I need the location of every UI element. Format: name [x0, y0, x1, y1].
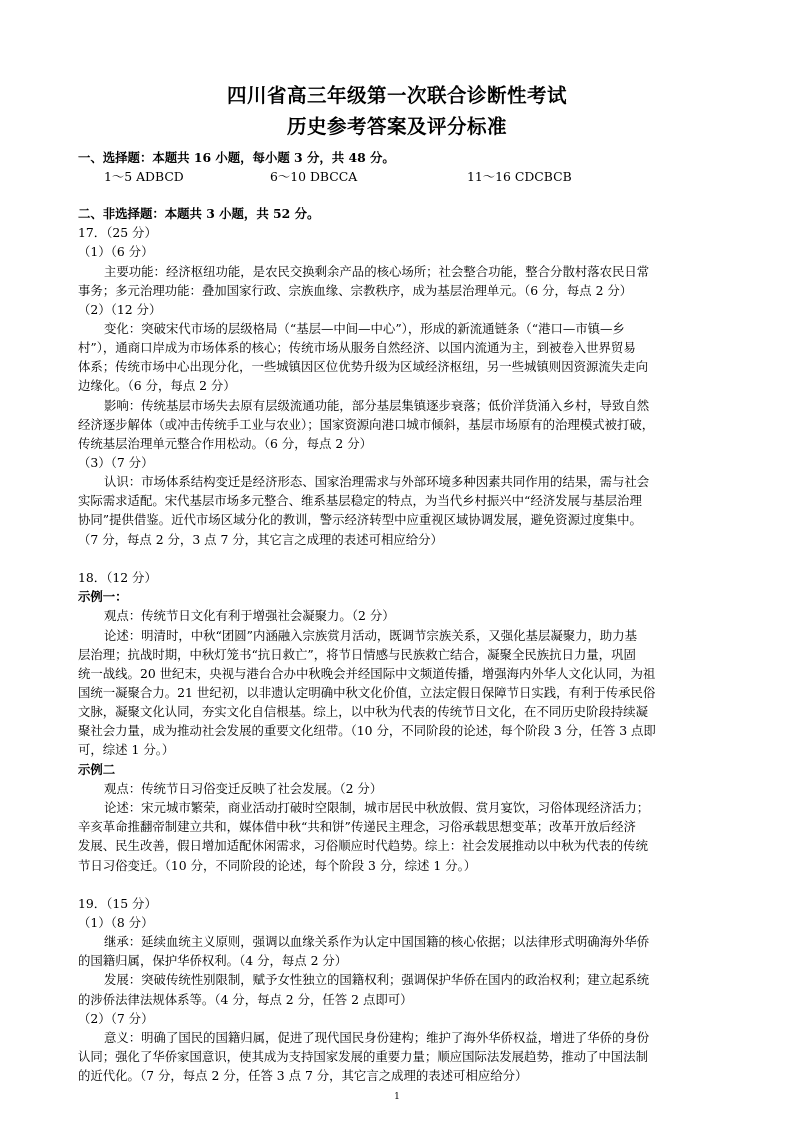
document-subtitle: 历史参考答案及评分标准 [286, 115, 507, 138]
mc-answers-6-10: 6～10 DBCCA [270, 169, 358, 184]
q17-part2-heading: （2）（12 分） [78, 302, 162, 317]
mc-answers-11-16: 11～16 CDCBCB [467, 169, 572, 184]
q17-heading: 17．（25 分） [78, 225, 157, 240]
paragraph-line: 边缘化。（6 分，每点 2 分） [78, 378, 236, 393]
paragraph-line: 协同”提供借鉴。近代市场区域分化的教训，警示经济转型中应重视区域协调发展，避免资源过度集中。 [78, 512, 642, 527]
paragraph-line: 观点：传统节日习俗变迁反映了社会发展。（2 分） [104, 781, 383, 796]
paragraph-line: 论述：宋元城市繁荣，商业活动打破时空限制，城市居民中秋放假、赏月宴饮，习俗体现经济活力； [104, 800, 650, 815]
paragraph-line: 认识：市场体系结构变迁是经济形态、国家治理需求与外部环境多种因素共同作用的结果，需与社会 [104, 474, 650, 489]
q17-part1-heading: （1）（6 分） [78, 244, 154, 259]
paragraph-line: 体系；传统市场中心出现分化，一些城镇因区位优势升级为区域经济枢纽，另一些城镇则因资源流失走向 [78, 359, 648, 374]
mc-answers-1-5: 1～5 ADBCD [104, 169, 184, 184]
section2-heading: 二、非选择题：本题共 3 小题，共 52 分。 [78, 206, 320, 221]
document-title: 四川省高三年级第一次联合诊断性考试 [226, 84, 567, 107]
paragraph-line: 变化：突破宋代市场的层级格局（“基层—中间—中心”），形成的新流通链条（“港口—市镇—乡 [104, 321, 625, 336]
paragraph-line: 文脉，凝聚文化认同，夯实文化自信根基。综上，以中秋为代表的传统节日文化，在不同历史阶段持续凝 [78, 704, 648, 719]
paragraph-line: 层治理；抗战时期，中秋灯笼书“抗日救亡”，将节日情感与民族救亡结合，凝聚全民族抗日力量，巩固 [78, 647, 636, 662]
paragraph-line: 发展、民生改善，假日增加适配休闲需求，习俗顺应时代趋势。综上：社会发展推动以中秋为代表的传统 [78, 838, 648, 853]
paragraph-line: 节日习俗变迁。（10 分，不同阶段的论述，每个阶段 3 分，综述 1 分。） [78, 858, 477, 873]
paragraph-line: 可，综述 1 分。） [78, 742, 175, 757]
paragraph-line: 辛亥革命推翻帝制建立共和，媒体借中秋“共和饼”传递民主理念，习俗承载思想变革；改革开放后经济 [78, 819, 636, 834]
paragraph-line: 继承：延续血统主义原则，强调以血缘关系作为认定中国国籍的核心依据；以法律形式明确海外华侨 [104, 934, 650, 949]
paragraph-line: 国统一凝聚合力。21 世纪初，以非遗认定明确中秋文化价值，立法定假日保障节日实践，有利于传承民俗 [78, 685, 656, 700]
paragraph-line: 影响：传统基层市场失去原有层级流通功能，部分基层集镇逐步衰落；低价洋货涌入乡村，导致自然 [104, 398, 650, 413]
section1-heading: 一、选择题：本题共 16 小题，每小题 3 分，共 48 分。 [78, 150, 395, 165]
paragraph-line: 实际需求适配。宋代基层市场多元整合、维系基层稳定的特点，为当代乡村振兴中“经济发展与基层治理 [78, 493, 642, 508]
q19-heading: 19．（15 分） [78, 896, 157, 911]
paragraph-line: 传统基层治理单元整合作用松动。（6 分，每点 2 分） [78, 436, 372, 451]
q18-heading: 18．（12 分） [78, 570, 157, 585]
paragraph-line: 的涉侨法律法规体系等。（4 分，每点 2 分，任答 2 点即可） [78, 992, 413, 1007]
paragraph-line: 的近代化。（7 分，每点 2 分，任答 3 点 7 分，其它言之成理的表述可相应给分） [78, 1068, 528, 1083]
q19-part1-heading: （1）（8 分） [78, 915, 154, 930]
paragraph-line: 经济逐步解体（或冲击传统手工业与农业）；国家资源向港口城市倾斜，基层市场原有的治理模式被打破， [78, 417, 655, 432]
page-number: 1 [394, 1092, 400, 1102]
paragraph-line: 事务；多元治理功能：叠加国家行政、宗族血缘、宗教秩序，成为基层治理单元。（6 分，每点 2 分） [78, 283, 633, 298]
paragraph-line: 聚社会力量，成为推动社会发展的重要文化纽带。（10 分，不同阶段的论述，每个阶段 3 分，任答 3 点即 [78, 723, 656, 738]
paragraph-line: 的国籍归属，保护华侨权利。（4 分，每点 2 分） [78, 953, 348, 968]
q18-example2-heading: 示例二 [78, 762, 116, 777]
paragraph-line: 村”），通商口岸成为市场体系的核心；传统市场从服务自然经济、以国内流通为主，到被卷入世界贸易 [78, 340, 636, 355]
paragraph-line: 观点：传统节日文化有利于增强社会凝聚力。（2 分） [104, 608, 395, 623]
q18-example1-heading: 示例一： [78, 589, 128, 604]
paragraph-line: 统一战线。20 世纪末，央视与港台合办中秋晚会并经国际中文频道传播，增强海内外华人文化认同，为祖 [78, 666, 656, 681]
paragraph-line: 论述：明清时，中秋“团圆”内涵融入宗族赏月活动，既调节宗族关系，又强化基层凝聚力，助力基 [104, 628, 638, 643]
paragraph-line: 发展：突破传统性别限制，赋予女性独立的国籍权利；强调保护华侨在国内的政治权利；建立起系统 [104, 972, 650, 987]
q19-part2-heading: （2）（7 分） [78, 1011, 154, 1026]
paragraph-line: 意义：明确了国民的国籍归属，促进了现代国民身份建构；维护了海外华侨权益，增进了华侨的身份 [104, 1030, 650, 1045]
paragraph-line: （7 分，每点 2 分，3 点 7 分，其它言之成理的表述可相应给分） [78, 532, 443, 547]
paragraph-line: 主要功能：经济枢纽功能，是农民交换剩余产品的核心场所；社会整合功能，整合分散村落农民日常 [104, 264, 650, 279]
q17-part3-heading: （3）（7 分） [78, 455, 154, 470]
paragraph-line: 认同；强化了华侨家国意识，使其成为支持国家发展的重要力量；顺应国际法发展趋势，推动了中国法制 [78, 1049, 648, 1064]
